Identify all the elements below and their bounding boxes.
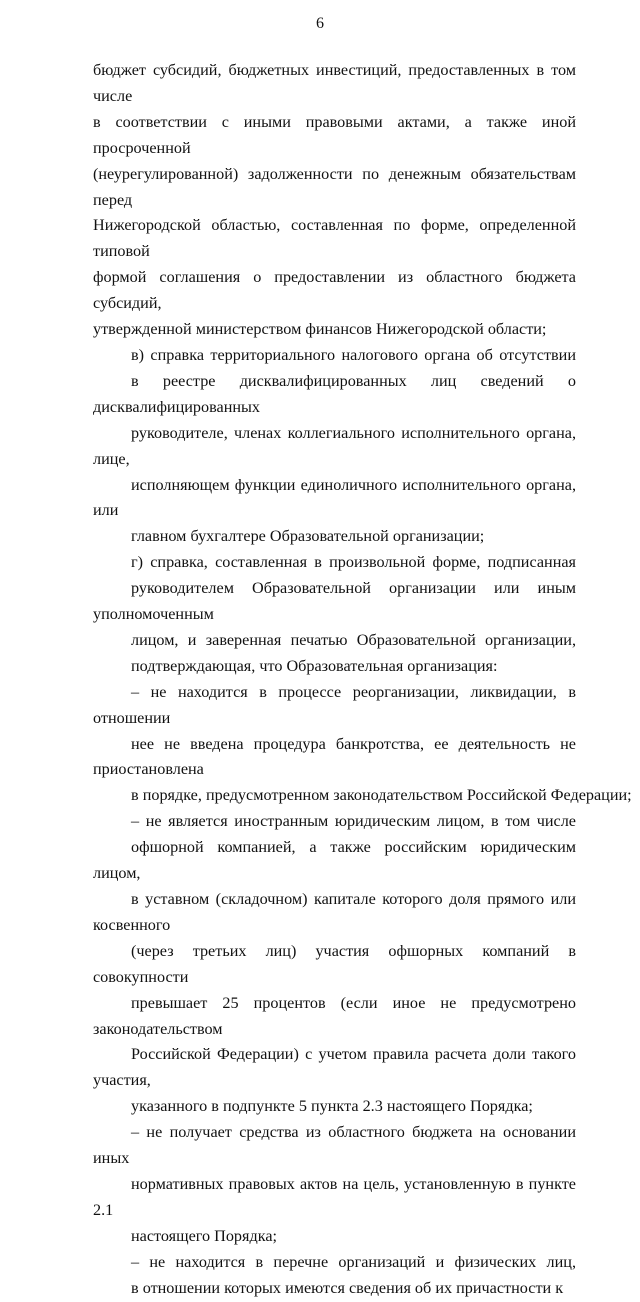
text-line: – не находится в перечне организаций и физических лиц, — [131, 1252, 576, 1271]
text-line: исполняющем функции единоличного исполнительного органа, или — [93, 475, 576, 520]
text-line: Нижегородской областью, составленная по форме, определенной типовой — [93, 216, 576, 261]
text-line: формой соглашения о предоставлении из областного бюджета субсидий, — [93, 268, 576, 313]
text-line: в) справка территориального налогового органа об отсутствии — [131, 345, 576, 364]
text-line: руководителе, членах коллегиального исполнительного органа, лице, — [93, 423, 576, 468]
text-line: утвержденной министерством финансов Нижегородской области; — [93, 320, 547, 339]
text-line: в отношении которых имеются сведения об их причастности к — [131, 1278, 564, 1297]
text-line: бюджет субсидий, бюджетных инвестиций, предоставленных в том числе — [93, 61, 576, 105]
text-line: подтверждающая, что Образовательная организация: — [131, 656, 498, 675]
text-line: нее не введена процедура банкротства, ее деятельность не приостановлена — [93, 734, 576, 779]
text-line: лицом, и заверенная печатью Образовательной организации, — [131, 630, 576, 649]
text-line: в реестре дисквалифицированных лиц сведений о дисквалифицированных — [93, 371, 576, 416]
text-line: – не получает средства из областного бюджета на основании иных — [93, 1123, 576, 1168]
text-line: указанного в подпункте 5 пункта 2.3 настоящего Порядка; — [131, 1097, 533, 1116]
text-line: главном бухгалтере Образовательной организации; — [131, 527, 485, 546]
text-line: нормативных правовых актов на цель, установленную в пункте 2.1 — [93, 1174, 576, 1219]
text-line: офшорной компанией, а также российским юридическим лицом, — [93, 838, 576, 883]
text-line: настоящего Порядка; — [131, 1226, 278, 1245]
paragraph — [93, 809, 576, 1120]
text-line: г) справка, составленная в произвольной форме, подписанная — [131, 553, 576, 572]
text-line: в уставном (складочном) капитале которого доля прямого или косвенного — [93, 890, 576, 934]
text-line: – не является иностранным юридическим лицом, в том числе — [131, 812, 576, 831]
paragraph — [93, 1120, 576, 1250]
document-body — [93, 58, 632, 1302]
paragraph — [93, 343, 576, 550]
text-line: в порядке, предусмотренном законодательством Российской Федерации; — [131, 786, 632, 805]
text-line: Российской Федерации) с учетом правила расчета доли такого участия, — [93, 1045, 576, 1090]
text-line: (неурегулированной) задолженности по денежным обязательствам перед — [93, 164, 576, 209]
paragraph — [93, 58, 576, 343]
paragraph — [93, 550, 576, 680]
text-line: (через третьих лиц) участия офшорных компаний в совокупности — [93, 941, 576, 986]
text-line: превышает 25 процентов (если иное не предусмотрено законодательством — [93, 993, 576, 1038]
paragraph — [93, 680, 632, 810]
text-line: – не находится в процессе реорганизации, ликвидации, в отношении — [93, 682, 576, 727]
paragraph — [93, 1250, 576, 1302]
text-line: руководителем Образовательной организации или иным уполномоченным — [93, 579, 576, 624]
text-line: в соответствии с иными правовыми актами, а также иной просроченной — [93, 112, 576, 157]
page-number: 6 — [316, 15, 324, 32]
